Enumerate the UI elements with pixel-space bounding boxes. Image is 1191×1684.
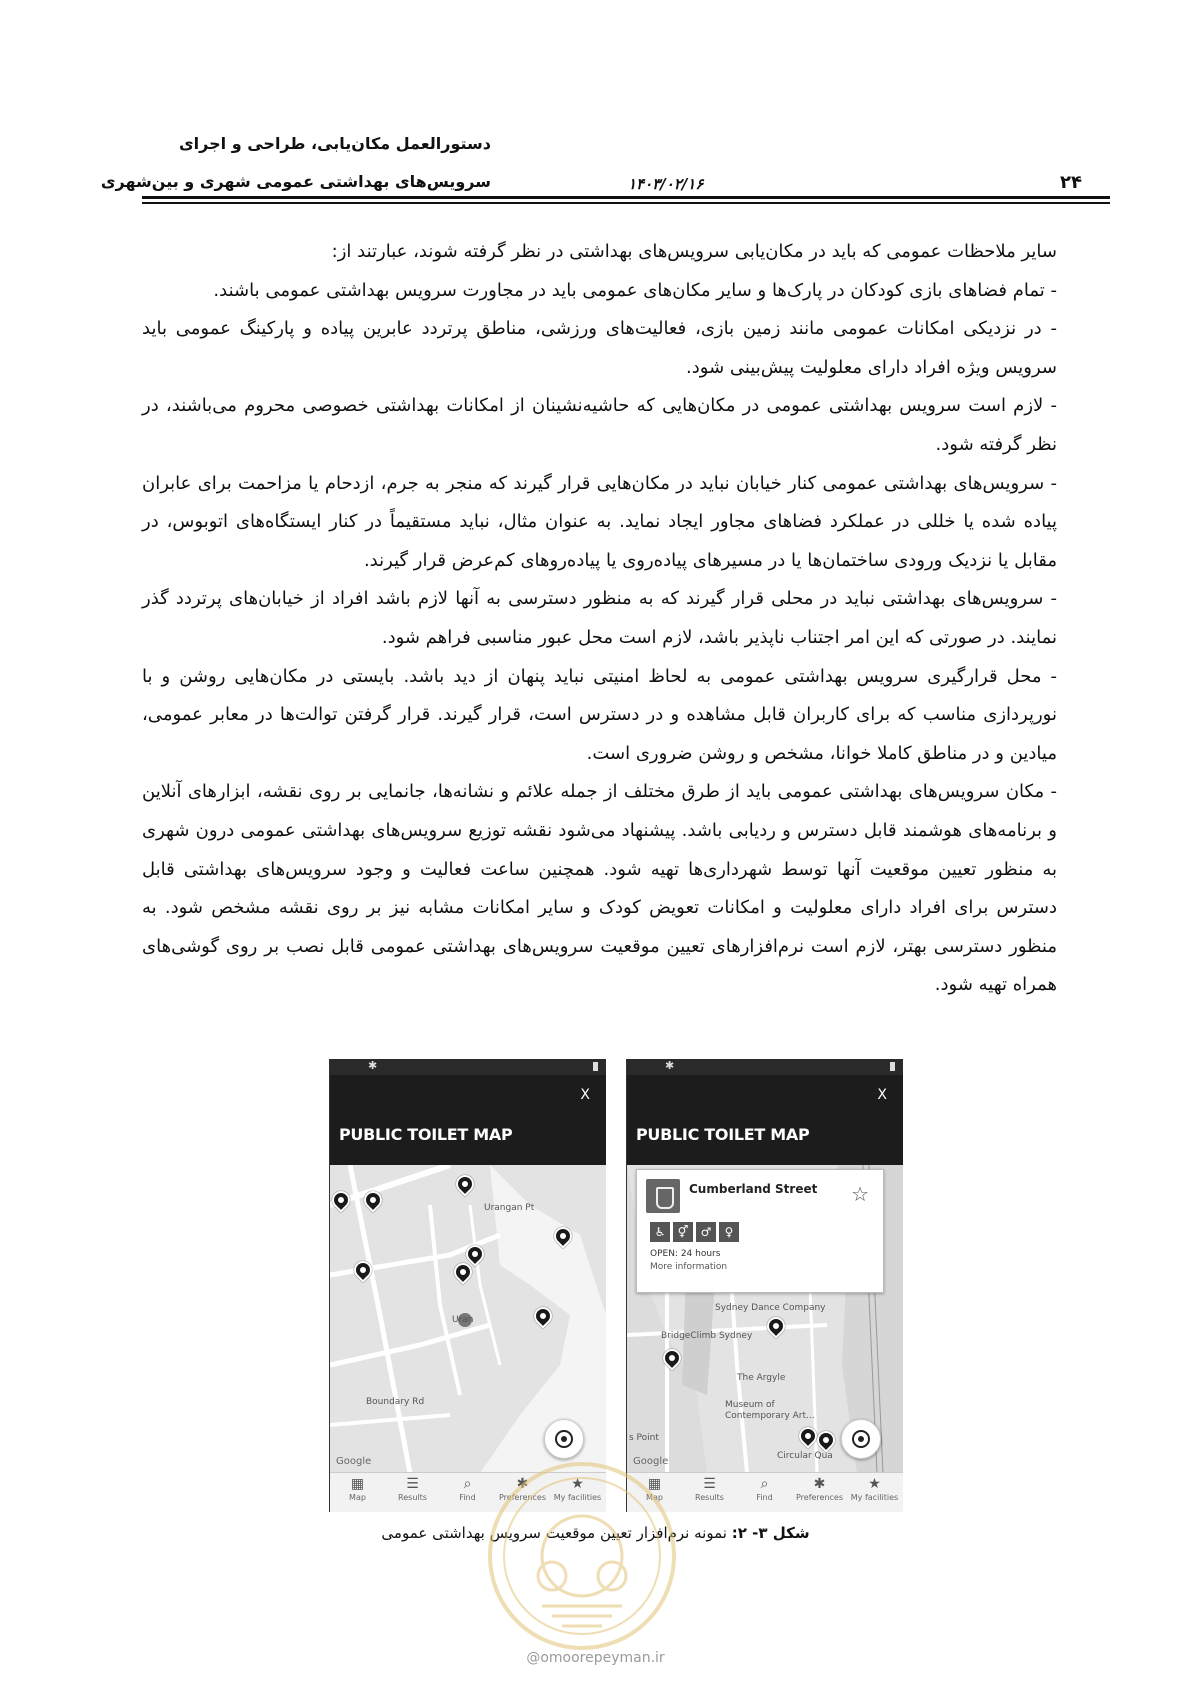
battery-icon <box>593 1062 598 1071</box>
male-toilet-icon: ♂ <box>696 1222 716 1242</box>
tab-find[interactable]: ⌕ Find <box>737 1475 792 1502</box>
intro-paragraph: سایر ملاحظات عمومی که باید در مکان‌یابی سرویس‌های بهداشتی در نظر گرفته شوند، عبارتند از: <box>331 241 1057 262</box>
tab-results[interactable]: ☰ Results <box>682 1475 737 1502</box>
locate-icon[interactable] <box>544 1419 584 1459</box>
tab-my-facilities[interactable]: ★ My facilities <box>847 1475 902 1502</box>
map-tab-icon: ▦ <box>647 1476 662 1492</box>
opening-hours: OPEN: 24 hours <box>650 1249 721 1259</box>
body-text <box>142 233 1057 1005</box>
preferences-tab-icon: ✱ <box>516 1476 529 1492</box>
caption-text: نمونه نرم‌افزار تعیین موقعیت سرویس بهداشتی عمومی <box>381 1524 727 1542</box>
find-tab-icon: ⌕ <box>760 1476 769 1492</box>
wheelchair-icon: ♿ <box>650 1222 670 1242</box>
star-icon[interactable]: ☆ <box>851 1182 869 1206</box>
find-tab-icon: ⌕ <box>463 1476 472 1492</box>
gear-icon: ✱ <box>368 1059 378 1072</box>
app-title: PUBLIC TOILET MAP <box>339 1125 513 1144</box>
app-header <box>330 1075 606 1165</box>
tab-preferences[interactable]: ✱ Preferences <box>495 1475 550 1502</box>
header-rule-thick <box>142 196 1110 199</box>
caption-label: شکل ۳- ۲: <box>731 1524 810 1542</box>
map-label: Sydney Dance Company <box>715 1303 826 1313</box>
facility-name: Cumberland Street <box>689 1182 818 1196</box>
google-logo: Google <box>633 1456 669 1467</box>
tab-preferences[interactable]: ✱ Preferences <box>792 1475 847 1502</box>
list-item: - سرویس‌های بهداشتی نباید در محلی قرار گیرند که به منظور دسترسی به آنها لازم باشد افراد از خیابان‌های پرتردد گذر نمایند. در صورتی که این امر اجتناب ناپذیر باشد، لازم است محل عبور مناسبی فراهم شود. <box>142 588 1057 648</box>
toilet-icon <box>646 1179 680 1213</box>
map-label: Circular Qua <box>777 1451 833 1461</box>
battery-icon <box>890 1062 895 1071</box>
map-label: Urangan Pt <box>484 1203 535 1213</box>
page-number: ۲۴ <box>1060 172 1082 193</box>
map-label: Uran <box>452 1315 474 1325</box>
list-item: - سرویس‌های بهداشتی عمومی کنار خیابان نباید در مکان‌هایی قرار گیرند که منجر به جرم، ازدحام یا مزاحمت برای عابران پیاده شده یا خللی در عملکرد فضاهای مجاور ایجاد نماید. به عنوان مثال، نباید مستقیماً در کنار ایستگاه‌های اتوبوس، در مقابل یا نزدیک ورودی ساختمان‌ها یا در مسیرهای پیاده‌روی یا پیاده‌روهای کم‌عرض قرار گیرند. <box>142 472 1057 571</box>
list-item: - محل قرارگیری سرویس بهداشتی عمومی به لحاظ امنیتی نباید پنهان از دید باشد. بایستی در مکان‌هایی روشن و با نورپردازی مناسب که برای کاربران قابل مشاهده و در دسترس است، قرار گیرند. قرار گرفتن توالت‌ها در معابر عمومی، میادین و در مناطق کاملا خوانا، مشخص و روشن ضروری است. <box>142 665 1057 764</box>
map-view[interactable] <box>330 1165 606 1473</box>
results-tab-icon: ☰ <box>703 1476 716 1492</box>
preferences-tab-icon: ✱ <box>813 1476 826 1492</box>
status-bar <box>330 1059 606 1075</box>
tab-map[interactable]: ▦ Map <box>330 1475 385 1502</box>
close-icon[interactable]: X <box>877 1087 887 1103</box>
list-item: - لازم است سرویس بهداشتی عمومی در مکان‌هایی که حاشیه‌نشینان از امکانات بهداشتی خصوصی محروم می‌باشند، در نظر گرفته شود. <box>142 395 1057 455</box>
watermark-seal <box>482 1456 682 1656</box>
facility-card[interactable] <box>636 1169 884 1293</box>
status-bar <box>627 1059 903 1075</box>
map-label: Contemporary Art... <box>725 1411 815 1421</box>
document-title-line1: دستورالعمل مکان‌یابی، طراحی و اجرای <box>179 134 491 153</box>
header-rule-thin <box>142 202 1110 204</box>
tab-my-facilities[interactable]: ★ My facilities <box>550 1475 605 1502</box>
map-label: Boundary Rd <box>366 1397 425 1407</box>
tab-map[interactable]: ▦ Map <box>627 1475 682 1502</box>
app-title: PUBLIC TOILET MAP <box>636 1125 810 1144</box>
tab-find[interactable]: ⌕ Find <box>440 1475 495 1502</box>
list-item: - تمام فضاهای بازی کودکان در پارک‌ها و سایر مکان‌های عمومی باید در مجاورت سرویس بهداشتی عمومی باشند. <box>213 279 1057 301</box>
google-logo: Google <box>336 1456 372 1467</box>
unisex-toilet-icon: ⚥ <box>673 1222 693 1242</box>
list-item: - مکان سرویس‌های بهداشتی عمومی باید از طرق مختلف از جمله علائم و نشانه‌ها، جانمایی بر روی نقشه، ابزارهای آنلاین و برنامه‌های هوشمند قابل دسترس و ردیابی باشد. پیشنهاد می‌شود نقشه توزیع سرویس‌های بهداشتی عمومی درون شهری به منظور تعیین موقعیت آنها توسط شهرداری‌ها تهیه شود. همچنین ساعت فعالیت و وجود سرویس‌های بهداشتی قابل دسترس برای افراد دارای معلولیت و امکانات تعویض کودک و سایر امکانات مشابه نیز بر روی نقشه مشخص شود. به منظور دسترسی بهتر، لازم است نرم‌افزارهای تعیین موقعیت سرویس‌های بهداشتی عمومی قابل نصب بر روی گوشی‌های همراه تهیه شود. <box>142 781 1057 996</box>
locate-icon[interactable] <box>841 1419 881 1459</box>
footer-watermark: @omoorepeyman.ir <box>526 1650 665 1666</box>
document-date: ۱۴۰۳/۰۲/۱۶ <box>628 175 704 193</box>
map-label: s Point <box>629 1433 659 1443</box>
map-label: Museum of <box>725 1400 775 1410</box>
map-label: BridgeClimb Sydney <box>661 1331 753 1341</box>
list-item: - در نزدیکی امکانات عمومی مانند زمین بازی، فعالیت‌های ورزشی، مناطق پرتردد عابرین پیاده و پارکینگ عمومی باید سرویس ویژه افراد دارای معلولیت پیش‌بینی شود. <box>142 318 1057 378</box>
favorites-tab-icon: ★ <box>868 1476 881 1492</box>
favorites-tab-icon: ★ <box>571 1476 584 1492</box>
map-tab-icon: ▦ <box>350 1476 365 1492</box>
phone-screenshot-detail <box>626 1059 903 1512</box>
app-header <box>627 1075 903 1165</box>
more-information-link[interactable]: More information <box>650 1262 728 1272</box>
phone-screenshot-map <box>329 1059 606 1512</box>
female-toilet-icon: ♀ <box>719 1222 739 1242</box>
document-title-line2: سرویس‌های بهداشتی عمومی شهری و بین‌شهری <box>100 172 491 191</box>
tab-results[interactable]: ☰ Results <box>385 1475 440 1502</box>
gear-icon: ✱ <box>665 1059 675 1072</box>
results-tab-icon: ☰ <box>406 1476 419 1492</box>
close-icon[interactable]: X <box>580 1087 590 1103</box>
map-label: The Argyle <box>737 1373 786 1383</box>
